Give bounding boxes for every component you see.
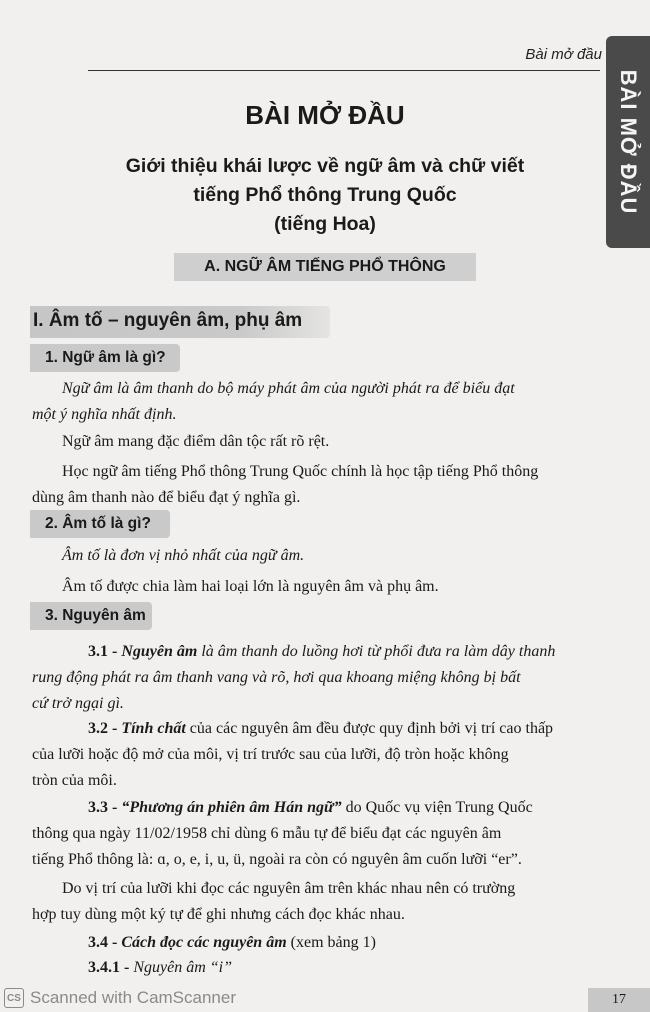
paragraph-1-3 bbox=[32, 459, 612, 511]
paragraph-line bbox=[88, 639, 612, 665]
paragraph-line: hợp tuy dùng một ký tự để ghi nhưng cách đọc khác nhau. bbox=[32, 906, 405, 923]
paragraph-3-5 bbox=[88, 930, 612, 956]
paragraph-line: tròn của môi. bbox=[32, 772, 117, 789]
term: Cách đọc các nguyên âm bbox=[121, 934, 287, 951]
paragraph-line: thông qua ngày 11/02/1958 chỉ dùng 6 mẫu tự để biểu đạt các nguyên âm bbox=[32, 825, 502, 842]
section-a-heading: A. NGỮ ÂM TIẾNG PHỔ THÔNG bbox=[174, 253, 476, 281]
item-number: 3.1 - bbox=[88, 643, 122, 660]
item-number: 3.4 - bbox=[88, 934, 122, 951]
paragraph-line: Do vị trí của lưỡi khi đọc các nguyên âm trên khác nhau nên có trường bbox=[62, 880, 516, 897]
paragraph-line: dùng âm thanh nào để biểu đạt ý nghĩa gì. bbox=[32, 489, 301, 506]
item-number: 3.2 - bbox=[88, 720, 122, 737]
paragraph-line bbox=[88, 716, 612, 742]
subtitle-line-3: (tiếng Hoa) bbox=[274, 213, 376, 235]
paragraph-1-2: Ngữ âm mang đặc điểm dân tộc rất rõ rệt. bbox=[62, 433, 330, 450]
paragraph-line: cứ trở ngại gì. bbox=[32, 695, 124, 712]
paragraph-2-2: Âm tố được chia làm hai loại lớn là nguyên âm và phụ âm. bbox=[62, 578, 439, 595]
subsection-2-heading: 2. Âm tố là gì? bbox=[30, 510, 170, 538]
text: của các nguyên âm đều được quy định bởi vị trí cao thấp bbox=[185, 720, 554, 737]
text: là âm thanh do luồng hơi từ phổi đưa ra làm dây thanh bbox=[197, 643, 556, 660]
paragraph-line: Ngữ âm là âm thanh do bộ máy phát âm của người phát ra để biểu đạt bbox=[62, 380, 515, 397]
scanner-watermark bbox=[4, 988, 236, 1008]
section-a-wrapper bbox=[0, 253, 650, 281]
page-number: 17 bbox=[588, 988, 650, 1012]
term: Nguyên âm bbox=[121, 643, 198, 660]
paragraph-line bbox=[88, 795, 612, 821]
side-tab-label: BÀI MỞ ĐẦU bbox=[616, 69, 641, 215]
text: do Quốc vụ viện Trung Quốc bbox=[341, 799, 533, 816]
subsection-3-heading: 3. Nguyên âm bbox=[30, 602, 152, 630]
paragraph-line: của lưỡi hoặc độ mở của môi, vị trí trước sau của lưỡi, độ tròn hoặc không bbox=[32, 746, 509, 763]
paragraph-3-4 bbox=[32, 876, 612, 928]
paragraph-line: một ý nghĩa nhất định. bbox=[32, 406, 177, 423]
chapter-title: BÀI MỞ ĐẦU bbox=[245, 100, 405, 130]
camscanner-logo-icon: CS bbox=[4, 988, 24, 1008]
paragraph-3-1 bbox=[32, 639, 612, 717]
scanner-watermark-text: Scanned with CamScanner bbox=[30, 988, 237, 1007]
header-rule bbox=[88, 70, 600, 71]
item-number: 3.4.1 - bbox=[88, 959, 134, 976]
paragraph-3-2 bbox=[32, 716, 612, 794]
paragraph-1-1 bbox=[32, 376, 612, 428]
paragraph-2-1: Âm tố là đơn vị nhỏ nhất của ngữ âm. bbox=[62, 547, 305, 564]
running-header: Bài mở đầu bbox=[525, 46, 602, 63]
paragraph-line: rung động phát ra âm thanh vang và rõ, hơi qua khoang miệng không bị bất bbox=[32, 669, 521, 686]
paragraph-3-3 bbox=[32, 795, 612, 873]
term: Tính chất bbox=[121, 720, 186, 737]
paragraph-line: tiếng Phổ thông là: ɑ, o, e, i, u, ü, ngoài ra còn có nguyên âm cuốn lưỡi “er”. bbox=[32, 851, 522, 868]
term: Nguyên âm “i” bbox=[133, 959, 232, 976]
chapter-subtitle bbox=[0, 152, 650, 239]
text: (xem bảng 1) bbox=[286, 934, 376, 951]
paragraph-3-6 bbox=[88, 955, 612, 981]
subtitle-line-1: Giới thiệu khái lược về ngữ âm và chữ viết bbox=[125, 155, 525, 177]
subtitle-line-2: tiếng Phổ thông Trung Quốc bbox=[193, 184, 457, 206]
item-number: 3.3 - bbox=[88, 799, 122, 816]
subsection-1-heading: 1. Ngữ âm là gì? bbox=[30, 344, 180, 372]
section-1-label: I. Âm tố – nguyên âm, phụ âm bbox=[33, 310, 303, 331]
term: “Phương án phiên âm Hán ngữ” bbox=[121, 799, 342, 816]
section-1-heading bbox=[30, 306, 330, 338]
paragraph-line: Học ngữ âm tiếng Phổ thông Trung Quốc chính là học tập tiếng Phổ thông bbox=[62, 463, 539, 480]
